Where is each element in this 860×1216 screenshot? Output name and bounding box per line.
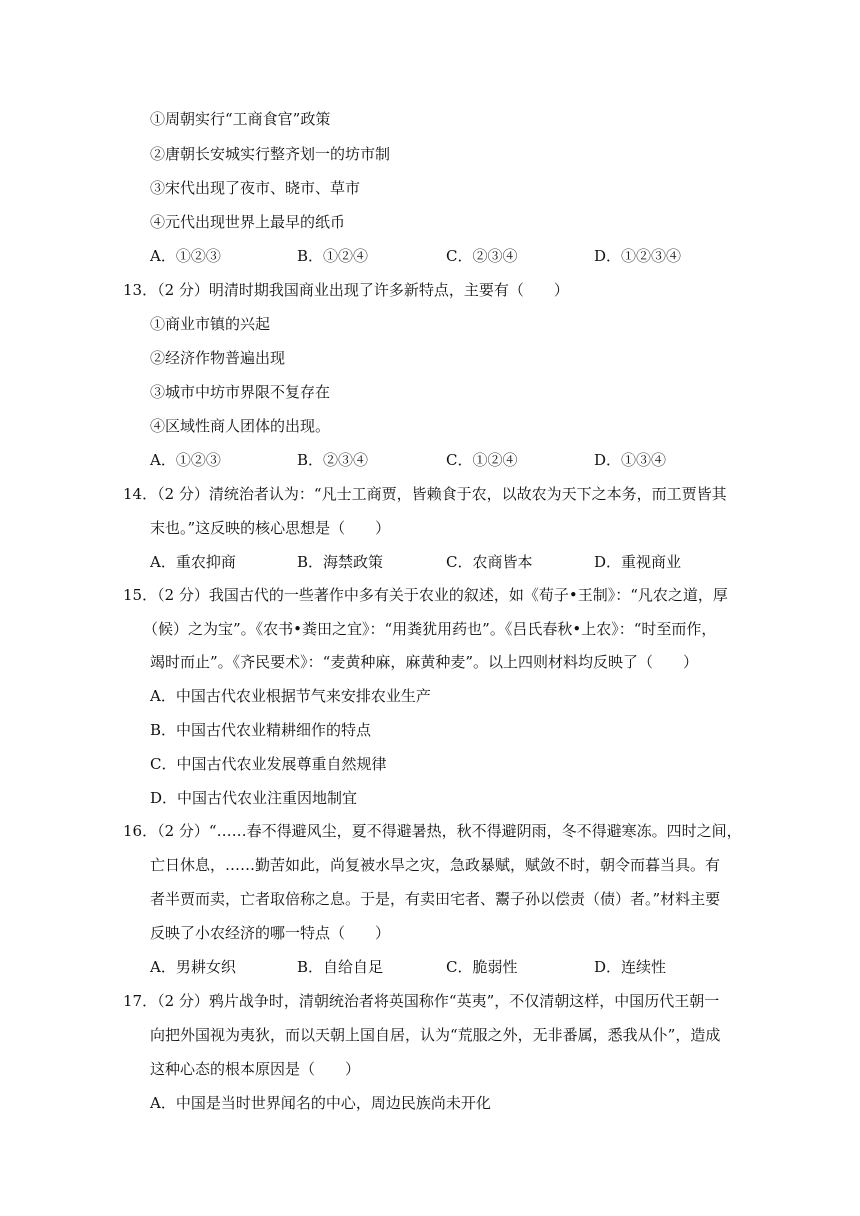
- q17-option-a: A．中国是当时世界闻名的中心，周边民族尚未开化: [150, 1094, 491, 1112]
- q13-item-2: ②经济作物普遍出现: [150, 349, 286, 367]
- q13-item-3: ③城市中坊市界限不复存在: [150, 383, 331, 401]
- q15-option-a: A．中国古代农业根据节气来安排农业生产: [150, 687, 431, 705]
- q15-stem-line-2: （候）之为宝”。《农书•粪田之宜》：“用粪犹用药也”。《吕氏春秋•上农》：“时至而作，: [143, 620, 717, 638]
- q14-stem-line-1: 14．（2 分）清统治者认为：“凡士工商贾，皆赖食于农，以故农为天下之本务，而工贾皆其: [123, 485, 727, 503]
- q15-stem-line-3: 竭时而止”。《齐民要术》：“麦黄种麻，麻黄种麦”。以上四则材料均反映了（ ）: [150, 653, 699, 671]
- q17-stem-line-1: 17．（2 分）鸦片战争时，清朝统治者将英国称作“英夷”，不仅清朝这样，中国历代王朝一: [123, 992, 720, 1010]
- q13-option-c: C．①②④: [446, 451, 518, 469]
- q16-stem-line-2: 亡日休息，……勤苦如此，尚复被水旱之灾，急政暴赋，赋敛不时，朝令而暮当具。有: [150, 856, 721, 874]
- q12-option-c: C．②③④: [446, 247, 518, 265]
- q16-option-c: C．脆弱性: [446, 958, 518, 976]
- q16-option-a: A．男耕女织: [150, 958, 236, 976]
- q12-option-d: D．①②③④: [594, 247, 682, 265]
- q15-stem-line-1: 15．（2 分）我国古代的一些著作中多有关于农业的叙述，如《荀子•王制》：“凡农之道，厚: [123, 586, 728, 604]
- q15-option-b: B．中国古代农业精耕细作的特点: [150, 721, 372, 739]
- q14-option-c: C．农商皆本: [446, 553, 533, 571]
- q16-stem-line-4: 反映了小农经济的哪一特点（ ）: [150, 924, 391, 942]
- q14-option-a: A．重农抑商: [150, 553, 236, 571]
- q14-stem-line-2: 末也。”这反映的核心思想是（ ）: [150, 519, 391, 537]
- q12-option-b: B．①②④: [297, 247, 369, 265]
- q16-stem-line-3: 者半贾而卖，亡者取倍称之息。于是，有卖田宅者、鬻子孙以偿责（债）者。”材料主要: [150, 890, 721, 908]
- q14-option-b: B．海禁政策: [297, 553, 384, 571]
- q16-option-d: D．连续性: [594, 958, 667, 976]
- q12-option-a: A．①②③: [150, 247, 221, 265]
- q17-stem-line-3: 这种心态的根本原因是（ ）: [150, 1060, 361, 1078]
- q16-option-b: B．自给自足: [297, 958, 384, 976]
- q12-item-1: ①周朝实行“工商食官”政策: [150, 110, 331, 128]
- q15-option-c: C．中国古代农业发展尊重自然规律: [150, 755, 387, 773]
- q12-item-3: ③宋代出现了夜市、晓市、草市: [150, 179, 361, 197]
- q12-item-2: ②唐朝长安城实行整齐划一的坊市制: [150, 145, 391, 163]
- q13-item-4: ④区域性商人团体的出现。: [150, 417, 331, 435]
- q12-item-4: ④元代出现世界上最早的纸币: [150, 213, 346, 231]
- q13-stem: 13．（2 分）明清时期我国商业出现了许多新特点，主要有（ ）: [123, 281, 569, 299]
- q13-item-1: ①商业市镇的兴起: [150, 315, 271, 333]
- q17-stem-line-2: 向把外国视为夷狄，而以天朝上国自居，认为“荒服之外，无非番属，悉我从仆”，造成: [150, 1026, 721, 1044]
- q13-option-a: A．①②③: [150, 451, 221, 469]
- q14-option-d: D．重视商业: [594, 553, 682, 571]
- q13-option-d: D．①③④: [594, 451, 667, 469]
- q13-option-b: B．②③④: [297, 451, 369, 469]
- q15-option-d: D．中国古代农业注重因地制宜: [150, 789, 358, 807]
- q16-stem-line-1: 16．（2 分）“……春不得避风尘，夏不得避暑热，秋不得避阴雨，冬不得避寒冻。四时之间，: [123, 822, 742, 840]
